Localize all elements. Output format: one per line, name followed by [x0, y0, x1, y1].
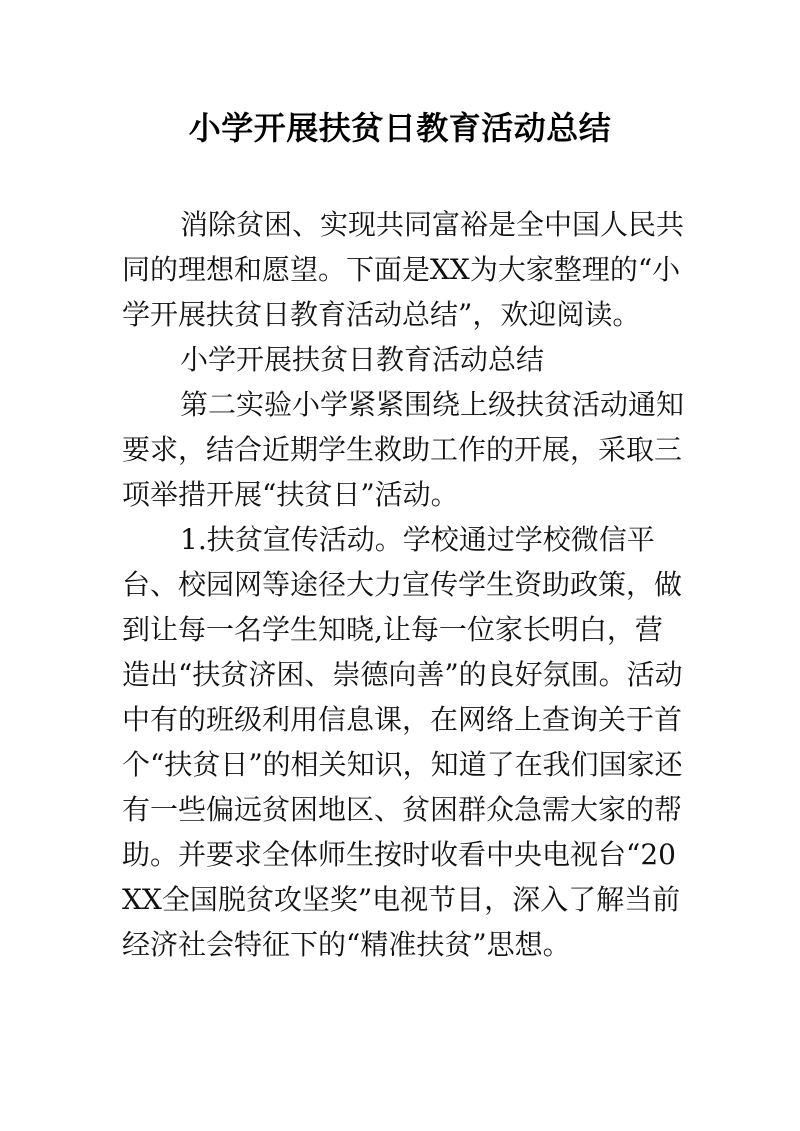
document-title: 小学开展扶贫日教育活动总结: [188, 109, 612, 147]
document-body: [122, 202, 687, 967]
publicity-activity-paragraph: 1.扶贫宣传活动。学校通过学校微信平台、校园网等途径大力宣传学生资助政策，做到让每一名学生知晓,让每一位家长明白，营造出“扶贫济困、崇德向善”的良好氛围。活动中有的班级利用信息课，在网络上查询关于首个“扶贫日”的相关知识，知道了在我们国家还有一些偏远贫困地区、贫困群众急需大家的帮助。并要求全体师生按时收看中央电视台“20XX全国脱贫攻坚奖”电视节目，深入了解当前经济社会特征下的“精准扶贫”思想。: [122, 523, 683, 961]
intro-paragraph: 消除贫困、实现共同富裕是全中国人民共同的理想和愿望。下面是XX为大家整理的“小学开展扶贫日教育活动总结”，欢迎阅读。: [122, 208, 685, 331]
section-heading: 小学开展扶贫日教育活动总结: [180, 343, 545, 376]
overview-paragraph: 第二实验小学紧紧围绕上级扶贫活动通知要求，结合近期学生救助工作的开展，采取三项举措开展“扶贫日”活动。: [122, 388, 685, 511]
